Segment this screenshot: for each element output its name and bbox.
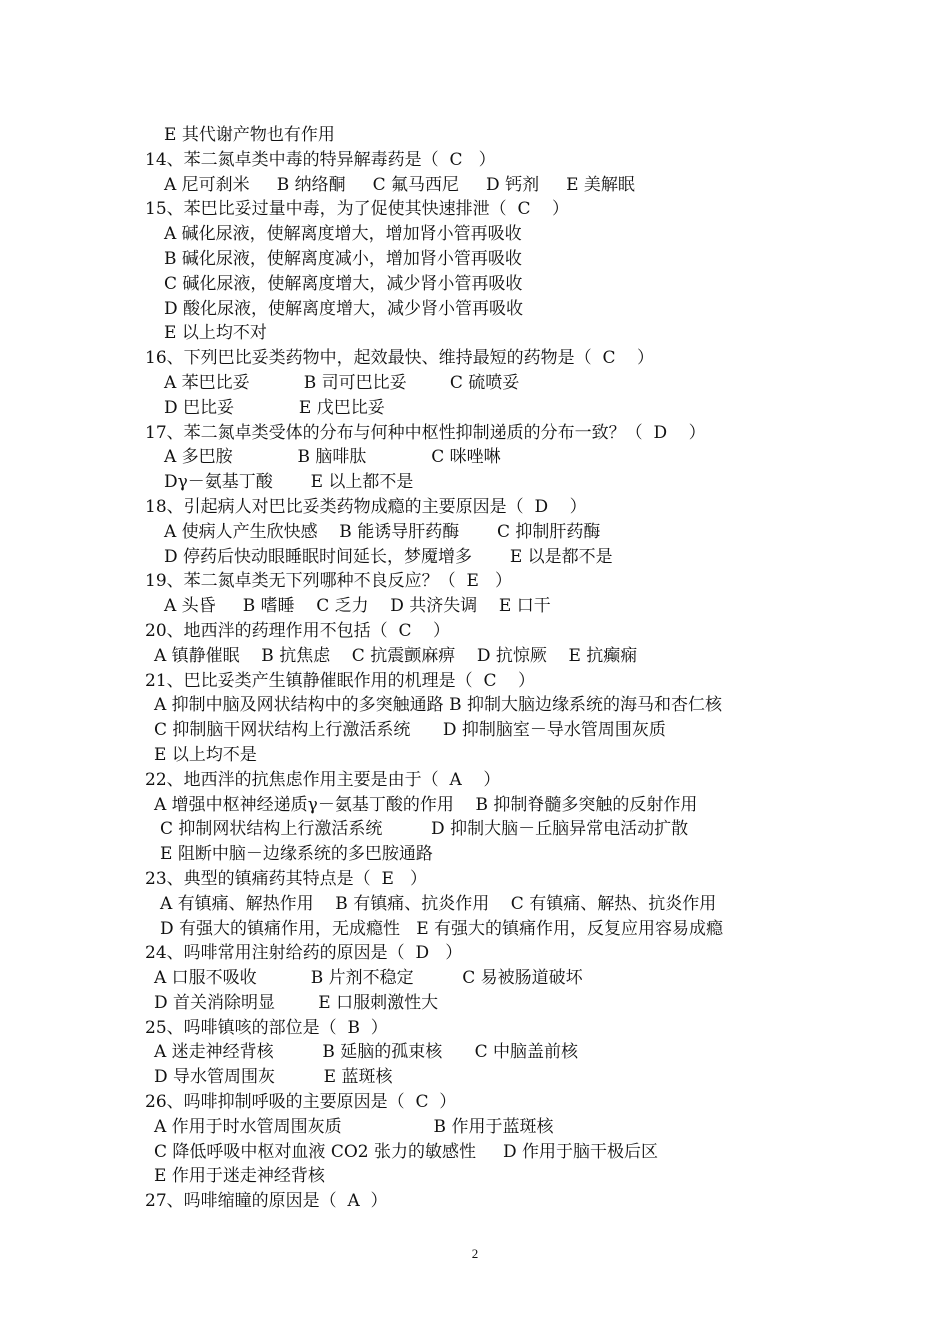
question-line: 17、苯二氮卓类受体的分布与何种中枢性抑制递质的分布一致？（ D ） <box>145 422 706 443</box>
question-line: 15、苯巴比妥过量中毒，为了促使其快速排泄（ C ） <box>145 199 570 220</box>
option-line: D 有强大的镇痛作用，无成瘾性 E 有强大的镇痛作用，反复应用容易成瘾 <box>160 918 724 939</box>
option-line: A 多巴胺 B 脑啡肽 C 咪唑啉 <box>164 447 501 468</box>
option-line: D 停药后快动眼睡眠时间延长，梦魇增多 E 以是都不是 <box>164 546 613 567</box>
option-line: A 抑制中脑及网状结构中的多突触通路 B 抑制大脑边缘系统的海马和杏仁核 <box>154 695 722 716</box>
option-line: A 碱化尿液，使解离度增大，增加肾小管再吸收 <box>164 224 522 245</box>
option-line: A 增强中枢神经递质γ－氨基丁酸的作用 B 抑制脊髓多突触的反射作用 <box>154 794 698 815</box>
option-line: A 有镇痛、解热作用 B 有镇痛、抗炎作用 C 有镇痛、解热、抗炎作用 <box>160 893 717 914</box>
option-line: C 抑制网状结构上行激活系统 D 抑制大脑－丘脑异常电活动扩散 <box>160 819 689 840</box>
option-line: D 巴比妥 E 戊巴比妥 <box>164 397 385 418</box>
document-body <box>145 123 835 1214</box>
option-line: D 首关消除明显 E 口服刺激性大 <box>154 992 439 1013</box>
question-line: 26、吗啡抑制呼吸的主要原因是（ C ） <box>145 1092 457 1113</box>
option-line: E 以上均不对 <box>164 323 267 344</box>
question-line: 23、典型的镇痛药其特点是（ E ） <box>145 868 428 889</box>
question-line: 24、吗啡常用注射给药的原因是（ D ） <box>145 943 463 964</box>
option-line: C 降低呼吸中枢对血液 CO2 张力的敏感性 D 作用于脑干极后区 <box>154 1141 659 1162</box>
question-line: 18、引起病人对巴比妥类药物成瘾的主要原因是（ D ） <box>145 496 587 517</box>
option-line: D 酸化尿液，使解离度增大，减少肾小管再吸收 <box>164 298 524 319</box>
option-line: A 迷走神经背核 B 延脑的孤束核 C 中脑盖前核 <box>154 1042 579 1063</box>
option-line: B 碱化尿液，使解离度减小，增加肾小管再吸收 <box>164 248 522 269</box>
option-line: E 以上均不是 <box>154 744 257 765</box>
question-line: 27、吗啡缩瞳的原因是（ A ） <box>145 1191 388 1212</box>
option-line: E 阻断中脑－边缘系统的多巴胺通路 <box>160 844 433 865</box>
option-line: E 作用于迷走神经背核 <box>154 1166 325 1187</box>
question-line: 14、苯二氮卓类中毒的特异解毒药是（ C ） <box>145 149 496 170</box>
option-line: A 镇静催眠 B 抗焦虑 C 抗震颤麻痹 D 抗惊厥 E 抗癫痫 <box>154 645 638 666</box>
option-line: A 作用于时水管周围灰质 B 作用于蓝斑核 <box>154 1116 554 1137</box>
option-line: A 头昏 B 嗜睡 C 乏力 D 共济失调 E 口干 <box>164 596 551 617</box>
question-line: 16、下列巴比妥类药物中，起效最快、维持最短的药物是（ C ） <box>145 348 655 369</box>
question-line: 19、苯二氮卓类无下列哪种不良反应？（ E ） <box>145 571 513 592</box>
option-line: C 抑制脑干网状结构上行激活系统 D 抑制脑室－导水管周围灰质 <box>154 720 666 741</box>
option-line: E 其代谢产物也有作用 <box>164 125 335 145</box>
question-line: 25、吗啡镇咳的部位是（ B ） <box>145 1017 388 1038</box>
question-line: 21、巴比妥类产生镇静催眠作用的机理是（ C ） <box>145 670 536 691</box>
option-line: A 苯巴比妥 B 司可巴比妥 C 硫喷妥 <box>164 372 520 393</box>
option-line: A 口服不吸收 B 片剂不稳定 C 易被肠道破坏 <box>154 968 583 989</box>
option-line: C 碱化尿液，使解离度增大，减少肾小管再吸收 <box>164 273 523 294</box>
option-line: D 导水管周围灰 E 蓝斑核 <box>154 1067 393 1088</box>
option-line: Dγ－氨基丁酸 E 以上都不是 <box>164 472 414 493</box>
page-number: 2 <box>471 1246 479 1261</box>
option-line: A 使病人产生欣快感 B 能诱导肝药酶 C 抑制肝药酶 <box>164 521 601 542</box>
option-line: A 尼可刹米 B 纳络酮 C 氟马西尼 D 钙剂 E 美解眠 <box>164 174 635 195</box>
question-line: 20、地西泮的药理作用不包括（ C ） <box>145 620 451 641</box>
question-line: 22、地西泮的抗焦虑作用主要是由于（ A ） <box>145 769 501 790</box>
